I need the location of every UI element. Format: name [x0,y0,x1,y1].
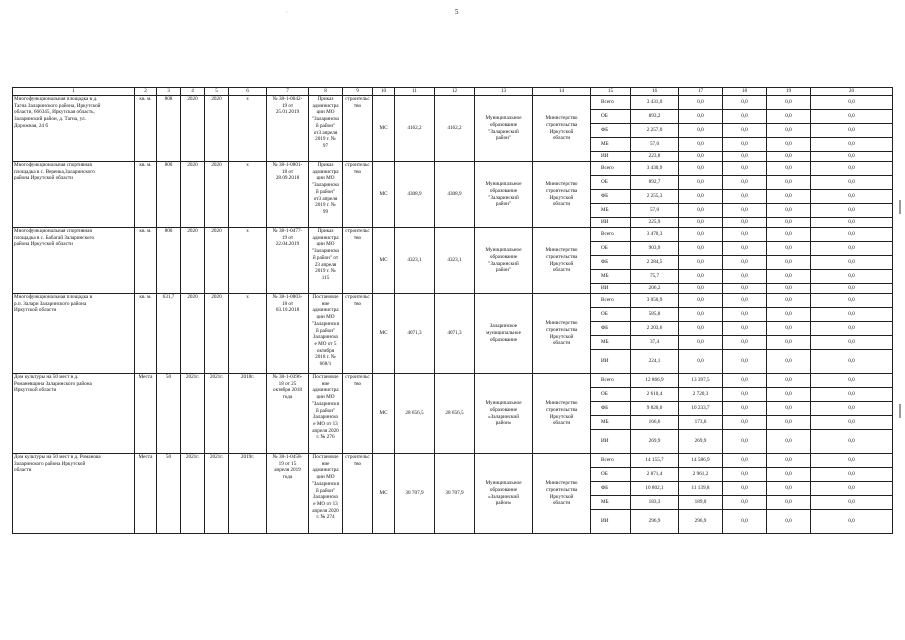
unit-cell: Места [135,454,157,534]
cost-cell: 4323,1 [395,228,435,294]
amount-cell: 0,0 [811,218,893,228]
amount-cell: 0,0 [767,152,811,162]
ministry-cell: Министерство строительства Иркутской области [533,454,591,534]
end-year-cell: 2020 [205,228,229,294]
amount-cell: 2 284,5 [631,256,679,270]
ministry-cell: Министерство строительства Иркутской области [533,374,591,454]
unit-cell: кв. м. [135,96,157,162]
column-10-cell: МС [373,374,395,454]
amount-cell: 0,0 [723,322,767,336]
amount-cell: 0,0 [723,162,767,176]
amount-cell: 2 203,6 [631,322,679,336]
amount-cell: 0,0 [679,350,723,374]
funding-source-cell: Всего [591,374,631,388]
amount-cell: 269,9 [679,430,723,454]
amount-cell: 0,0 [767,402,811,416]
funding-source-cell: МБ [591,270,631,284]
order-cell: Приказ администра ции МО "Заларинско й район" от 23 апреля 2019 г. № 115 [309,228,343,294]
amount-cell: 0,0 [723,138,767,152]
amount-cell: 57,0 [631,204,679,218]
amount-cell: 0,0 [723,124,767,138]
funding-source-cell: ОБ [591,176,631,190]
cost-total-cell: 4323,1 [435,228,475,294]
project-name: Многофункциональная спортивная площадка в с. Бабагай Заларинского района Иркутской области [13,228,135,294]
order-cell: Постановле ние администра ции МО "Заларински й район" Заларинско е МО от 13 апреля 2020 г. № 276 [309,374,343,454]
amount-cell: 0,0 [679,162,723,176]
table-row [13,96,893,110]
funding-source-cell: ФБ [591,402,631,416]
column-number: 2 [135,88,157,96]
column-number: 4 [181,88,205,96]
amount-cell: 0,0 [811,270,893,284]
column-number: 17 [679,88,723,96]
table-row [13,294,893,308]
amount-cell: 0,0 [679,284,723,294]
amount-cell: 0,0 [767,138,811,152]
order-cell: Постановле ние администра ции МО "Заларински й район" Заларинско е МО от 5 октября 2018 г. № 668/1 [309,294,343,374]
amount-cell: 57,0 [631,138,679,152]
amount-cell: 0,0 [723,388,767,402]
work-type-cell: строительс тво [343,162,373,228]
column-number: 20 [811,88,893,96]
customer-cell: Заларинское муниципальное образование [475,294,533,374]
unit-cell: кв. м. [135,228,157,294]
amount-cell: 0,0 [679,204,723,218]
amount-cell: 11 139,8 [679,482,723,496]
amount-cell: 0,0 [723,256,767,270]
funding-source-cell: ИИ [591,430,631,454]
amount-cell: 892,7 [631,176,679,190]
amount-cell: 0,0 [723,374,767,388]
table-row [13,454,893,468]
amount-cell: 206,2 [631,284,679,294]
column-number: 7 [267,88,309,96]
amount-cell: 0,0 [723,204,767,218]
amount-cell: 0,0 [679,110,723,124]
end-year-cell: 2021г. [205,454,229,534]
ministry-cell: Министерство строительства Иркутской области [533,96,591,162]
expertise-cell: № 38-1-0458- 19 от 15 апреля 2019 года [267,454,309,534]
amount-cell: 0,0 [723,242,767,256]
funding-source-cell: Всего [591,454,631,468]
amount-cell: 0,0 [767,468,811,482]
amount-cell: 0,0 [723,176,767,190]
end-year-cell: 2020 [205,294,229,374]
funding-source-cell: ОБ [591,110,631,124]
cost-total-cell: 28 656,5 [435,374,475,454]
amount-cell: 0,0 [723,336,767,350]
amount-cell: 296,9 [631,510,679,534]
amount-cell: 0,0 [723,152,767,162]
funding-source-cell: Всего [591,294,631,308]
cost-total-cell: 4308,9 [435,162,475,228]
column-6-cell: х [229,96,267,162]
work-type-cell: строительс тво [343,96,373,162]
funding-source-cell: МБ [591,336,631,350]
column-number: 9 [343,88,373,96]
amount-cell: 0,0 [811,284,893,294]
amount-cell: 14 155,7 [631,454,679,468]
scan-edge-mark [899,200,901,214]
amount-cell: 0,0 [723,510,767,534]
column-number: 5 [205,88,229,96]
amount-cell: 2 961,2 [679,468,723,482]
ministry-cell: Министерство строительства Иркутской области [533,294,591,374]
funding-source-cell: МБ [591,138,631,152]
amount-cell: 0,0 [811,176,893,190]
funding-source-cell: Всего [591,96,631,110]
amount-cell: 0,0 [723,228,767,242]
funding-source-cell: МБ [591,204,631,218]
amount-cell: 0,0 [723,308,767,322]
column-number: 6 [229,88,267,96]
column-10-cell: МС [373,228,395,294]
projects-table [12,87,893,534]
amount-cell: 183,3 [631,496,679,510]
customer-cell: Муниципальное образование "Заларинский район" [475,96,533,162]
cost-cell: 30 707,9 [395,454,435,534]
amount-cell: 0,0 [811,336,893,350]
funding-source-cell: МБ [591,416,631,430]
amount-cell: 0,0 [723,190,767,204]
amount-cell: 3 470,3 [631,228,679,242]
amount-cell: 0,0 [767,336,811,350]
amount-cell: 0,0 [723,350,767,374]
amount-cell: 0,0 [767,284,811,294]
projects-body [13,96,893,534]
amount-cell: 0,0 [679,190,723,204]
amount-cell: 0,0 [811,482,893,496]
column-10-cell: МС [373,96,395,162]
column-number-row [13,88,893,96]
amount-cell: 0,0 [811,496,893,510]
amount-cell: 0,0 [767,162,811,176]
amount-cell: 0,0 [767,242,811,256]
amount-cell: 9 820,0 [631,402,679,416]
amount-cell: 0,0 [679,96,723,110]
amount-cell: 173,6 [679,416,723,430]
amount-cell: 0,0 [811,204,893,218]
amount-cell: 0,0 [723,496,767,510]
unit-cell: Места [135,374,157,454]
amount-cell: 2 255,3 [631,190,679,204]
customer-cell: Муниципальное образование "Заларинский район" [475,162,533,228]
start-year-cell: 2020 [181,162,205,228]
amount-cell: 0,0 [811,308,893,322]
capacity-cell: 631,7 [157,294,181,374]
amount-cell: 0,0 [811,468,893,482]
work-type-cell: строительс тво [343,228,373,294]
end-year-cell: 2020 [205,96,229,162]
amount-cell: 0,0 [811,162,893,176]
amount-cell: 0,0 [679,218,723,228]
amount-cell: 0,0 [723,284,767,294]
amount-cell: 0,0 [723,416,767,430]
document-sheet [12,87,855,534]
amount-cell: 0,0 [767,294,811,308]
column-6-cell: х [229,228,267,294]
amount-cell: 0,0 [767,374,811,388]
amount-cell: 0,0 [811,96,893,110]
ministry-cell: Министерство строительства Иркутской области [533,162,591,228]
column-10-cell: МС [373,162,395,228]
column-number: 8 [309,88,343,96]
funding-source-cell: МБ [591,496,631,510]
expertise-cell: № 38-1-0477- 19 от 22.04.2019 [267,228,309,294]
amount-cell: 0,0 [767,322,811,336]
amount-cell: 903,9 [631,242,679,256]
amount-cell: 296,9 [679,510,723,534]
amount-cell: 0,0 [811,430,893,454]
amount-cell: 0,0 [723,110,767,124]
table-row [13,228,893,242]
project-name: Дом культуры на 50 мест в д. Романевщина Заларинского района Иркутской области [13,374,135,454]
amount-cell: 0,0 [767,176,811,190]
amount-cell: 893,2 [631,110,679,124]
expertise-cell: № 38-1-0801- 18 от 28.09.2018 [267,162,309,228]
amount-cell: 0,0 [679,294,723,308]
amount-cell: 0,0 [767,204,811,218]
amount-cell: 224,1 [631,350,679,374]
amount-cell: 0,0 [767,124,811,138]
amount-cell: 0,0 [811,510,893,534]
column-number: 10 [373,88,395,96]
amount-cell: 0,0 [811,152,893,162]
amount-cell: 223,8 [631,152,679,162]
column-number: 14 [533,88,591,96]
amount-cell: 0,0 [767,308,811,322]
amount-cell: 3 050,9 [631,294,679,308]
amount-cell: 0,0 [767,96,811,110]
amount-cell: 225,9 [631,218,679,228]
amount-cell: 10 233,7 [679,402,723,416]
amount-cell: 0,0 [811,124,893,138]
amount-cell: 0,0 [811,388,893,402]
column-10-cell: МС [373,454,395,534]
amount-cell: 0,0 [723,468,767,482]
amount-cell: 0,0 [679,176,723,190]
amount-cell: 0,0 [679,138,723,152]
funding-source-cell: ИИ [591,218,631,228]
amount-cell: 0,0 [679,124,723,138]
page-number: 5 [455,8,459,16]
column-number: 16 [631,88,679,96]
capacity-cell: 50 [157,374,181,454]
work-type-cell: строительс тво [343,454,373,534]
funding-source-cell: ФБ [591,190,631,204]
amount-cell: 0,0 [767,228,811,242]
amount-cell: 2 610,4 [631,388,679,402]
amount-cell: 0,0 [767,416,811,430]
amount-cell: 13 397,5 [679,374,723,388]
funding-source-cell: ФБ [591,482,631,496]
customer-cell: Муниципальное образование "Заларинский район" [475,228,533,294]
amount-cell: 166,6 [631,416,679,430]
amount-cell: 0,0 [767,218,811,228]
amount-cell: 0,0 [679,256,723,270]
amount-cell: 0,0 [767,454,811,468]
work-type-cell: строительс тво [343,294,373,374]
cost-cell: 4308,9 [395,162,435,228]
column-6-cell: х [229,294,267,374]
amount-cell: 0,0 [811,228,893,242]
amount-cell: 269,9 [631,430,679,454]
end-year-cell: 2020 [205,162,229,228]
funding-source-cell: ФБ [591,322,631,336]
order-cell: Приказ администра ции МО "Заларинско й район" от3 апреля 2019 г. № 99 [309,162,343,228]
amount-cell: 0,0 [811,402,893,416]
amount-cell: 0,0 [679,336,723,350]
amount-cell: 0,0 [811,242,893,256]
table-row [13,374,893,388]
amount-cell: 2 257,0 [631,124,679,138]
project-name: Многофункциональная площадка в д. Тагна Заларинского района, Иркутской области, 666345, Иркутская область, Заларинский район, д. Тагна, ул. Дорожная, 24 б [13,96,135,162]
cost-cell: 28 656,5 [395,374,435,454]
amount-cell: 0,0 [767,110,811,124]
project-name: Многофункциональная площадка в р.п. Залари Заларинского района Иркутской области [13,294,135,374]
end-year-cell: 2021г. [205,374,229,454]
cost-total-cell: 4071,3 [435,294,475,374]
amount-cell: 14 586,9 [679,454,723,468]
amount-cell: 10 802,1 [631,482,679,496]
amount-cell: 0,0 [679,270,723,284]
cost-cell: 4162,2 [395,96,435,162]
column-number: 3 [157,88,181,96]
unit-cell: кв. м. [135,162,157,228]
column-number: 1 [13,88,135,96]
amount-cell: 0,0 [811,294,893,308]
order-cell: Постановле ние администра ции МО "Заларински й район" Заларинско е МО от 13 апреля 2020 г. № 274 [309,454,343,534]
amount-cell: 0,0 [723,482,767,496]
column-10-cell: МС [373,294,395,374]
amount-cell: 0,0 [811,322,893,336]
amount-cell: 0,0 [811,416,893,430]
amount-cell: 0,0 [811,454,893,468]
amount-cell: 0,0 [811,138,893,152]
customer-cell: Муниципальное образование «Заларинский район» [475,454,533,534]
amount-cell: 0,0 [811,110,893,124]
funding-source-cell: ИИ [591,152,631,162]
start-year-cell: 2020 [181,228,205,294]
amount-cell: 0,0 [767,510,811,534]
column-number: 15 [591,88,631,96]
amount-cell: 585,8 [631,308,679,322]
amount-cell: 0,0 [723,454,767,468]
amount-cell: 0,0 [811,374,893,388]
funding-source-cell: Всего [591,228,631,242]
amount-cell: 0,0 [723,294,767,308]
ministry-cell: Министерство строительства Иркутской области [533,228,591,294]
amount-cell: 0,0 [811,190,893,204]
start-year-cell: 2021г. [181,454,205,534]
funding-source-cell: ИИ [591,350,631,374]
table-row [13,162,893,176]
customer-cell: Муниципальное образование «Заларинский район» [475,374,533,454]
expertise-cell: № 38-1-0396- 18 от 25 октября 2018 года [267,374,309,454]
amount-cell: 189,0 [679,496,723,510]
amount-cell: 0,0 [767,482,811,496]
work-type-cell: строительс тво [343,374,373,454]
amount-cell: 0,0 [723,430,767,454]
start-year-cell: 2020 [181,96,205,162]
amount-cell: 0,0 [723,270,767,284]
amount-cell: 37,4 [631,336,679,350]
amount-cell: 0,0 [767,430,811,454]
amount-cell: 3 430,9 [631,162,679,176]
column-number: 19 [767,88,811,96]
column-6-cell: х [229,162,267,228]
funding-source-cell: ИИ [591,510,631,534]
amount-cell: 0,0 [767,388,811,402]
amount-cell: 3 431,0 [631,96,679,110]
amount-cell: 0,0 [767,496,811,510]
amount-cell: 2 720,3 [679,388,723,402]
scan-edge-mark [899,404,901,418]
capacity-cell: 808 [157,96,181,162]
amount-cell: 0,0 [679,228,723,242]
amount-cell: 0,0 [811,350,893,374]
project-name: Дом культуры на 50 мест в д. Романова Заларинского района Иркутской области [13,454,135,534]
column-number: 13 [475,88,533,96]
expertise-cell: № 38-1-0803- 18 от 03.10.2018 [267,294,309,374]
start-year-cell: 2020 [181,294,205,374]
amount-cell: 2 871,4 [631,468,679,482]
amount-cell: 12 866,9 [631,374,679,388]
funding-source-cell: Всего [591,162,631,176]
funding-source-cell: ИИ [591,284,631,294]
amount-cell: 0,0 [723,218,767,228]
amount-cell: 75,7 [631,270,679,284]
funding-source-cell: ОБ [591,308,631,322]
amount-cell: 0,0 [767,190,811,204]
capacity-cell: 800 [157,162,181,228]
funding-source-cell: ОБ [591,468,631,482]
start-year-cell: 2021г. [181,374,205,454]
column-6-cell: 2019г. [229,454,267,534]
cost-total-cell: 4162,2 [435,96,475,162]
column-number: 11 [395,88,435,96]
page-marker: · [286,10,288,16]
amount-cell: 0,0 [767,256,811,270]
capacity-cell: 800 [157,228,181,294]
funding-source-cell: ФБ [591,124,631,138]
amount-cell: 0,0 [679,322,723,336]
capacity-cell: 50 [157,454,181,534]
funding-source-cell: ОБ [591,388,631,402]
amount-cell: 0,0 [679,308,723,322]
amount-cell: 0,0 [723,402,767,416]
amount-cell: 0,0 [811,256,893,270]
amount-cell: 0,0 [723,96,767,110]
funding-source-cell: ФБ [591,256,631,270]
unit-cell: кв. м. [135,294,157,374]
column-number: 18 [723,88,767,96]
amount-cell: 0,0 [679,242,723,256]
column-number: 12 [435,88,475,96]
project-name: Многофункциональная спортивная площадка в с. Веренка,Заларинского района Иркутской области [13,162,135,228]
cost-cell: 4071,3 [395,294,435,374]
amount-cell: 0,0 [679,152,723,162]
amount-cell: 0,0 [767,270,811,284]
cost-total-cell: 30 707,9 [435,454,475,534]
amount-cell: 0,0 [767,350,811,374]
expertise-cell: № 38-1-0042- 19 от 25.01.2019 [267,96,309,162]
order-cell: Приказ администра ции МО "Заларинско й район" от3 апреля 2019 г. № 97 [309,96,343,162]
funding-source-cell: ОБ [591,242,631,256]
column-6-cell: 2018г. [229,374,267,454]
